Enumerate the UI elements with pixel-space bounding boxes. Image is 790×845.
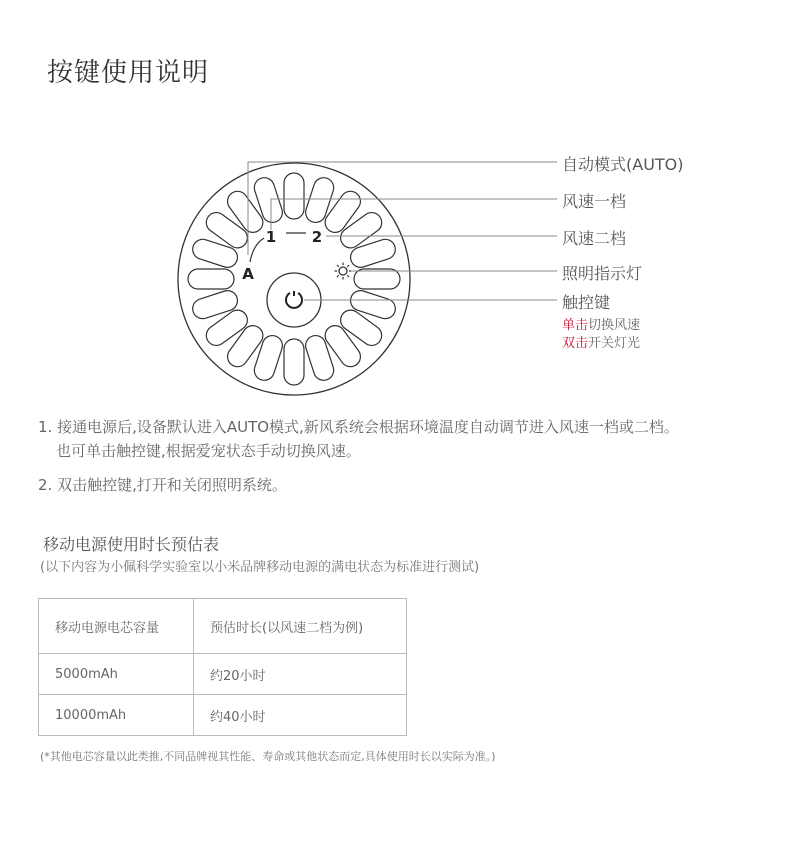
instruction-1-cont: 也可单击触控键,根据爱宠状态手动切换风速。 [56,442,361,460]
instruction-1: 1. 接通电源后,设备默认进入AUTO模式,新风系统会根据环境温度自动调节进入风速一档或二档。 [38,418,679,436]
vent-slot [354,269,400,289]
callout-speed-one: 风速一档 [562,192,627,211]
table-title: 移动电源使用时长预估表 [43,535,220,554]
double-click-result: 开关灯光 [588,336,641,351]
callout-touch-key: 触控键 [562,293,611,312]
table-row [39,654,407,695]
double-click-action: 双击 [562,336,589,351]
speed-2-label: 2 [311,228,323,246]
table-cell: 10000mAh [39,695,194,736]
auto-label: A [242,265,254,283]
table-cell: 约20小时 [194,654,407,695]
double-click-note [562,332,640,351]
speed-1-label: 1 [265,228,277,246]
table-header-cell: 移动电源电芯容量 [39,599,194,654]
table-row [39,695,407,736]
device-diagram [0,0,790,420]
table-header-row [39,599,407,654]
single-click-note [562,314,640,333]
vent-slot [284,173,304,219]
callout-light: 照明指示灯 [562,264,643,283]
vent-slot [188,269,234,289]
instruction-2: 2. 双击触控键,打开和关闭照明系统。 [38,476,287,494]
table-subtitle: (以下内容为小佩科学实验室以小米品牌移动电源的满电状态为标准进行测试) [40,560,480,575]
callout-auto-mode: 自动模式(AUTO) [562,155,684,174]
vent-slot [284,339,304,385]
single-click-action: 单击 [562,318,589,333]
capacity-table [38,598,407,736]
table-header-cell: 预估时长(以风速二档为例) [194,599,407,654]
table-footnote: (*其他电芯容量以此类推,不同品牌视其性能、寿命或其他状态而定,具体使用时长以实际为准。) [40,750,496,763]
callout-speed-two: 风速二档 [562,229,627,248]
instructions [38,415,783,497]
table-cell: 5000mAh [39,654,194,695]
table-cell: 约40小时 [194,695,407,736]
page-title: 按键使用说明 [47,58,210,88]
single-click-result: 切换风速 [588,318,641,333]
